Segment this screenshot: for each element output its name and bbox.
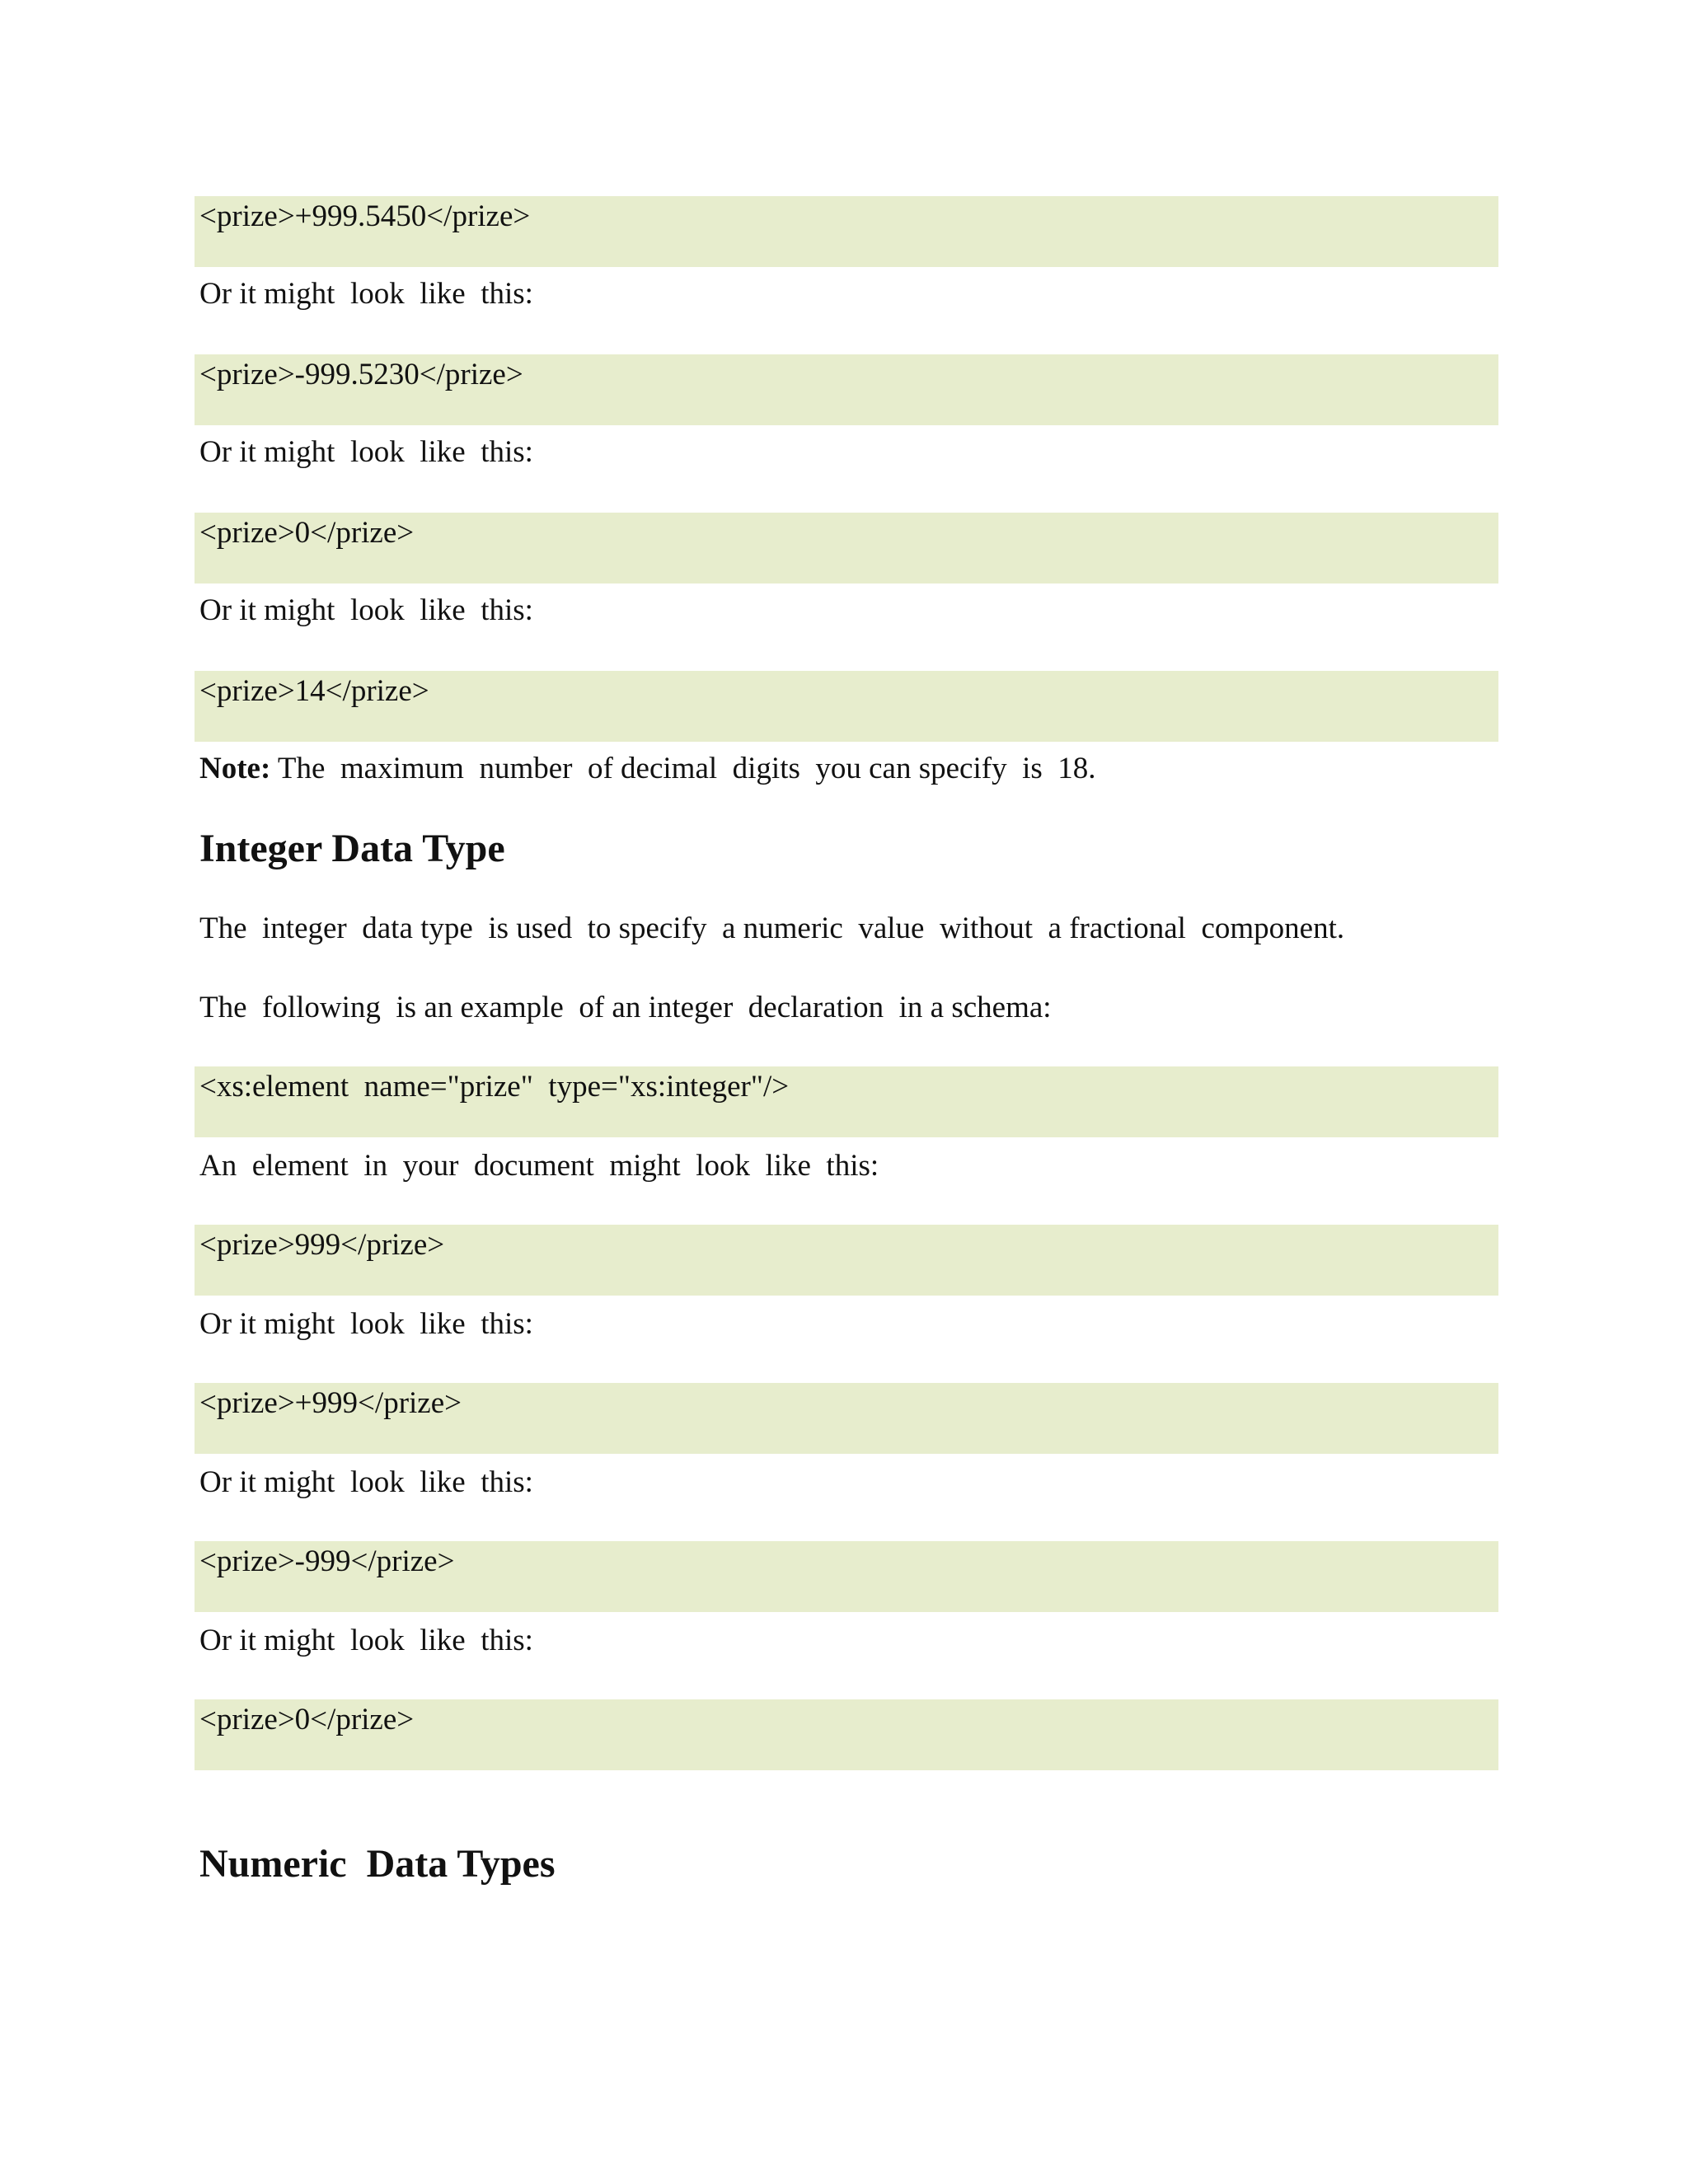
code-block-decimal-zero: <prize>0</prize> [195, 513, 1498, 583]
paragraph-or-might-look: Or it might look like this: [199, 1624, 533, 1657]
paragraph-or-might-look: Or it might look like this: [199, 435, 533, 469]
code-block-decimal-fourteen: <prize>14</prize> [195, 671, 1498, 742]
paragraph-or-might-look: Or it might look like this: [199, 593, 533, 627]
note-paragraph [199, 748, 1096, 790]
note-label: Note: [199, 752, 271, 785]
paragraph-integer-example-intro: The following is an example of an integer declaration in a schema: [199, 991, 1052, 1024]
heading-integer-data-type: Integer Data Type [199, 827, 505, 870]
paragraph-or-might-look: Or it might look like this: [199, 1307, 533, 1341]
code-block-integer-999: <prize>999</prize> [195, 1225, 1498, 1296]
paragraph-integer-description: The integer data type is used to specify a numeric value without a fractional component. [199, 912, 1345, 945]
code-block-integer-negative: <prize>-999</prize> [195, 1541, 1498, 1612]
note-text: The maximum number of decimal digits you can specify is 18. [270, 752, 1096, 785]
code-block-decimal-positive: <prize>+999.5450</prize> [195, 196, 1498, 267]
paragraph-or-might-look: Or it might look like this: [199, 1465, 533, 1499]
code-block-integer-declaration: <xs:element name="prize" type="xs:integer"/> [195, 1066, 1498, 1137]
paragraph-or-might-look: Or it might look like this: [199, 277, 533, 311]
heading-numeric-data-types: Numeric Data Types [199, 1842, 556, 1886]
code-block-decimal-negative: <prize>-999.5230</prize> [195, 354, 1498, 425]
paragraph-element-might-look: An element in your document might look like this: [199, 1149, 879, 1183]
code-block-integer-zero: <prize>0</prize> [195, 1699, 1498, 1770]
code-block-integer-positive: <prize>+999</prize> [195, 1383, 1498, 1454]
